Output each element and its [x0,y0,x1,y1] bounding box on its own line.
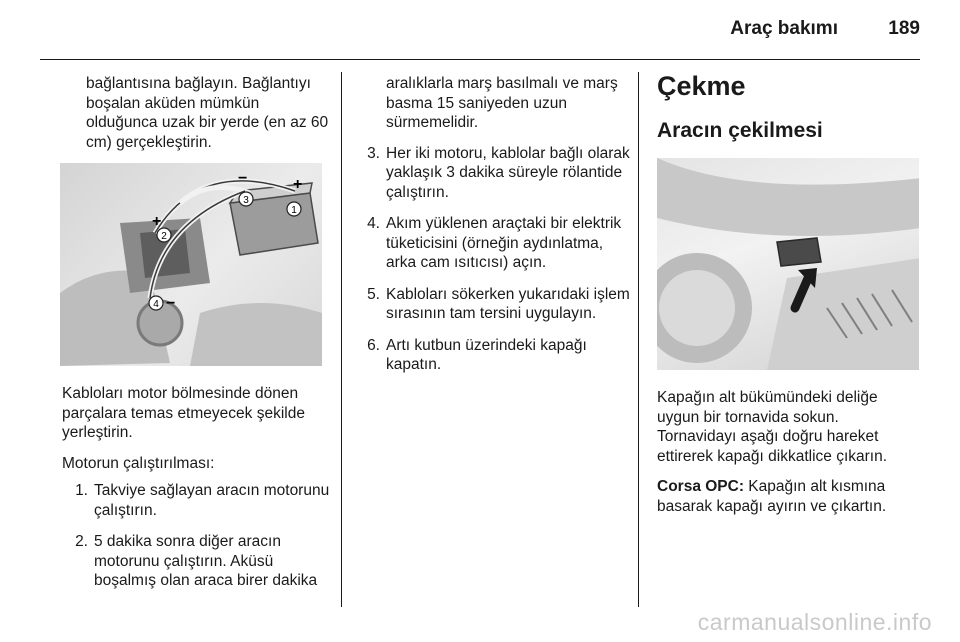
plus-symbol-car: + [152,213,162,230]
page-number: 189 [888,18,920,39]
svg-text:2: 2 [161,231,167,242]
callout-1 [287,202,301,216]
middle-column [360,74,630,387]
section-heading: Çekme [657,71,746,101]
opc-label: Corsa OPC: [657,478,744,495]
towing-eye-cover-illustration [657,158,919,370]
opc-text: Kapağın alt kısmına basarak kapağı ayırın ve çıkartın. [657,478,887,515]
step-number: 1. [75,482,88,499]
step-text: Her iki motoru, kablolar bağlı olarak yaklaşık 3 dakika süreyle rölantide çalıştırın. [386,144,630,201]
plus-symbol-battery: + [293,176,303,193]
minus-symbol-battery: − [238,170,248,187]
bumper-cover-image [657,158,919,370]
start-steps-list [62,481,332,591]
list-item [68,481,332,520]
callout-3 [239,192,253,206]
list-item [360,285,630,324]
step-number: 6. [367,336,380,354]
steps-list [360,144,630,375]
svg-text:3: 3 [243,195,249,206]
watermark-text: carmanualsonline.info [697,609,932,635]
page-header [0,0,960,62]
step-number: 3. [367,144,380,162]
step-text: Kabloları sökerken yukarıdaki işlem sırasının tam tersini uygulayın. [386,285,630,322]
continued-text: aralıklarla marş basılmalı ve marş basma 15 saniyeden uzun sürmemelidir. [386,75,618,131]
svg-text:4: 4 [153,299,159,310]
tow-cover-shape [777,238,821,266]
step-number: 2. [75,533,88,550]
engine-bay-jumper-cables-image [60,163,322,366]
list-item [360,144,630,203]
step-number: 5. [367,285,380,303]
step-text: Takviye sağlayan aracın motorunu çalıştırın. [94,482,330,519]
column-divider-right [638,72,639,607]
callout-4 [149,296,163,310]
list-item [68,532,332,591]
subsection-heading: Aracın çekilmesi [657,119,823,142]
opc-note [657,477,921,516]
step-text: 5 dakika sonra diğer aracın motorunu çalıştırın. Aküsü boşalmış olan araca birer dakika [94,533,318,589]
header-divider [40,59,920,60]
column-divider-left [341,72,342,607]
jump-start-illustration [60,163,322,366]
step-number: 4. [367,215,380,232]
intro-continued-text: bağlantısına bağlayın. Bağlantıyı boşalan aküden mümkün olduğunca uzak bir yerde (en az 60 cm) gerçekleştirin. [86,75,329,151]
list-item [360,336,630,375]
right-column [657,70,921,527]
step-text: Akım yüklenen araçtaki bir elektrik tüketicisini (örneğin aydınlatma, arka cam ısıtıcısı) açın. [386,215,622,271]
minus-symbol-car: − [166,295,176,312]
left-column [62,74,332,603]
svg-text:1: 1 [291,205,297,216]
callout-2 [157,228,171,242]
step-text: Artı kutbun üzerindeki kapağı kapatın. [386,336,587,373]
list-item [360,214,630,273]
cable-note-text: Kabloları motor bölmesinde dönen parçalara temas etmeyecek şekilde yerleştirin. [62,385,305,441]
start-heading: Motorun çalıştırılması: [62,454,215,472]
towing-instructions-text: Kapağın alt bükümündeki deliğe uygun bir tornavida sokun. Tornavidayı aşağı doğru hareket ettirerek kapağı dikkatlice çıkarın. [657,389,888,465]
section-title: Araç bakımı [730,18,838,39]
